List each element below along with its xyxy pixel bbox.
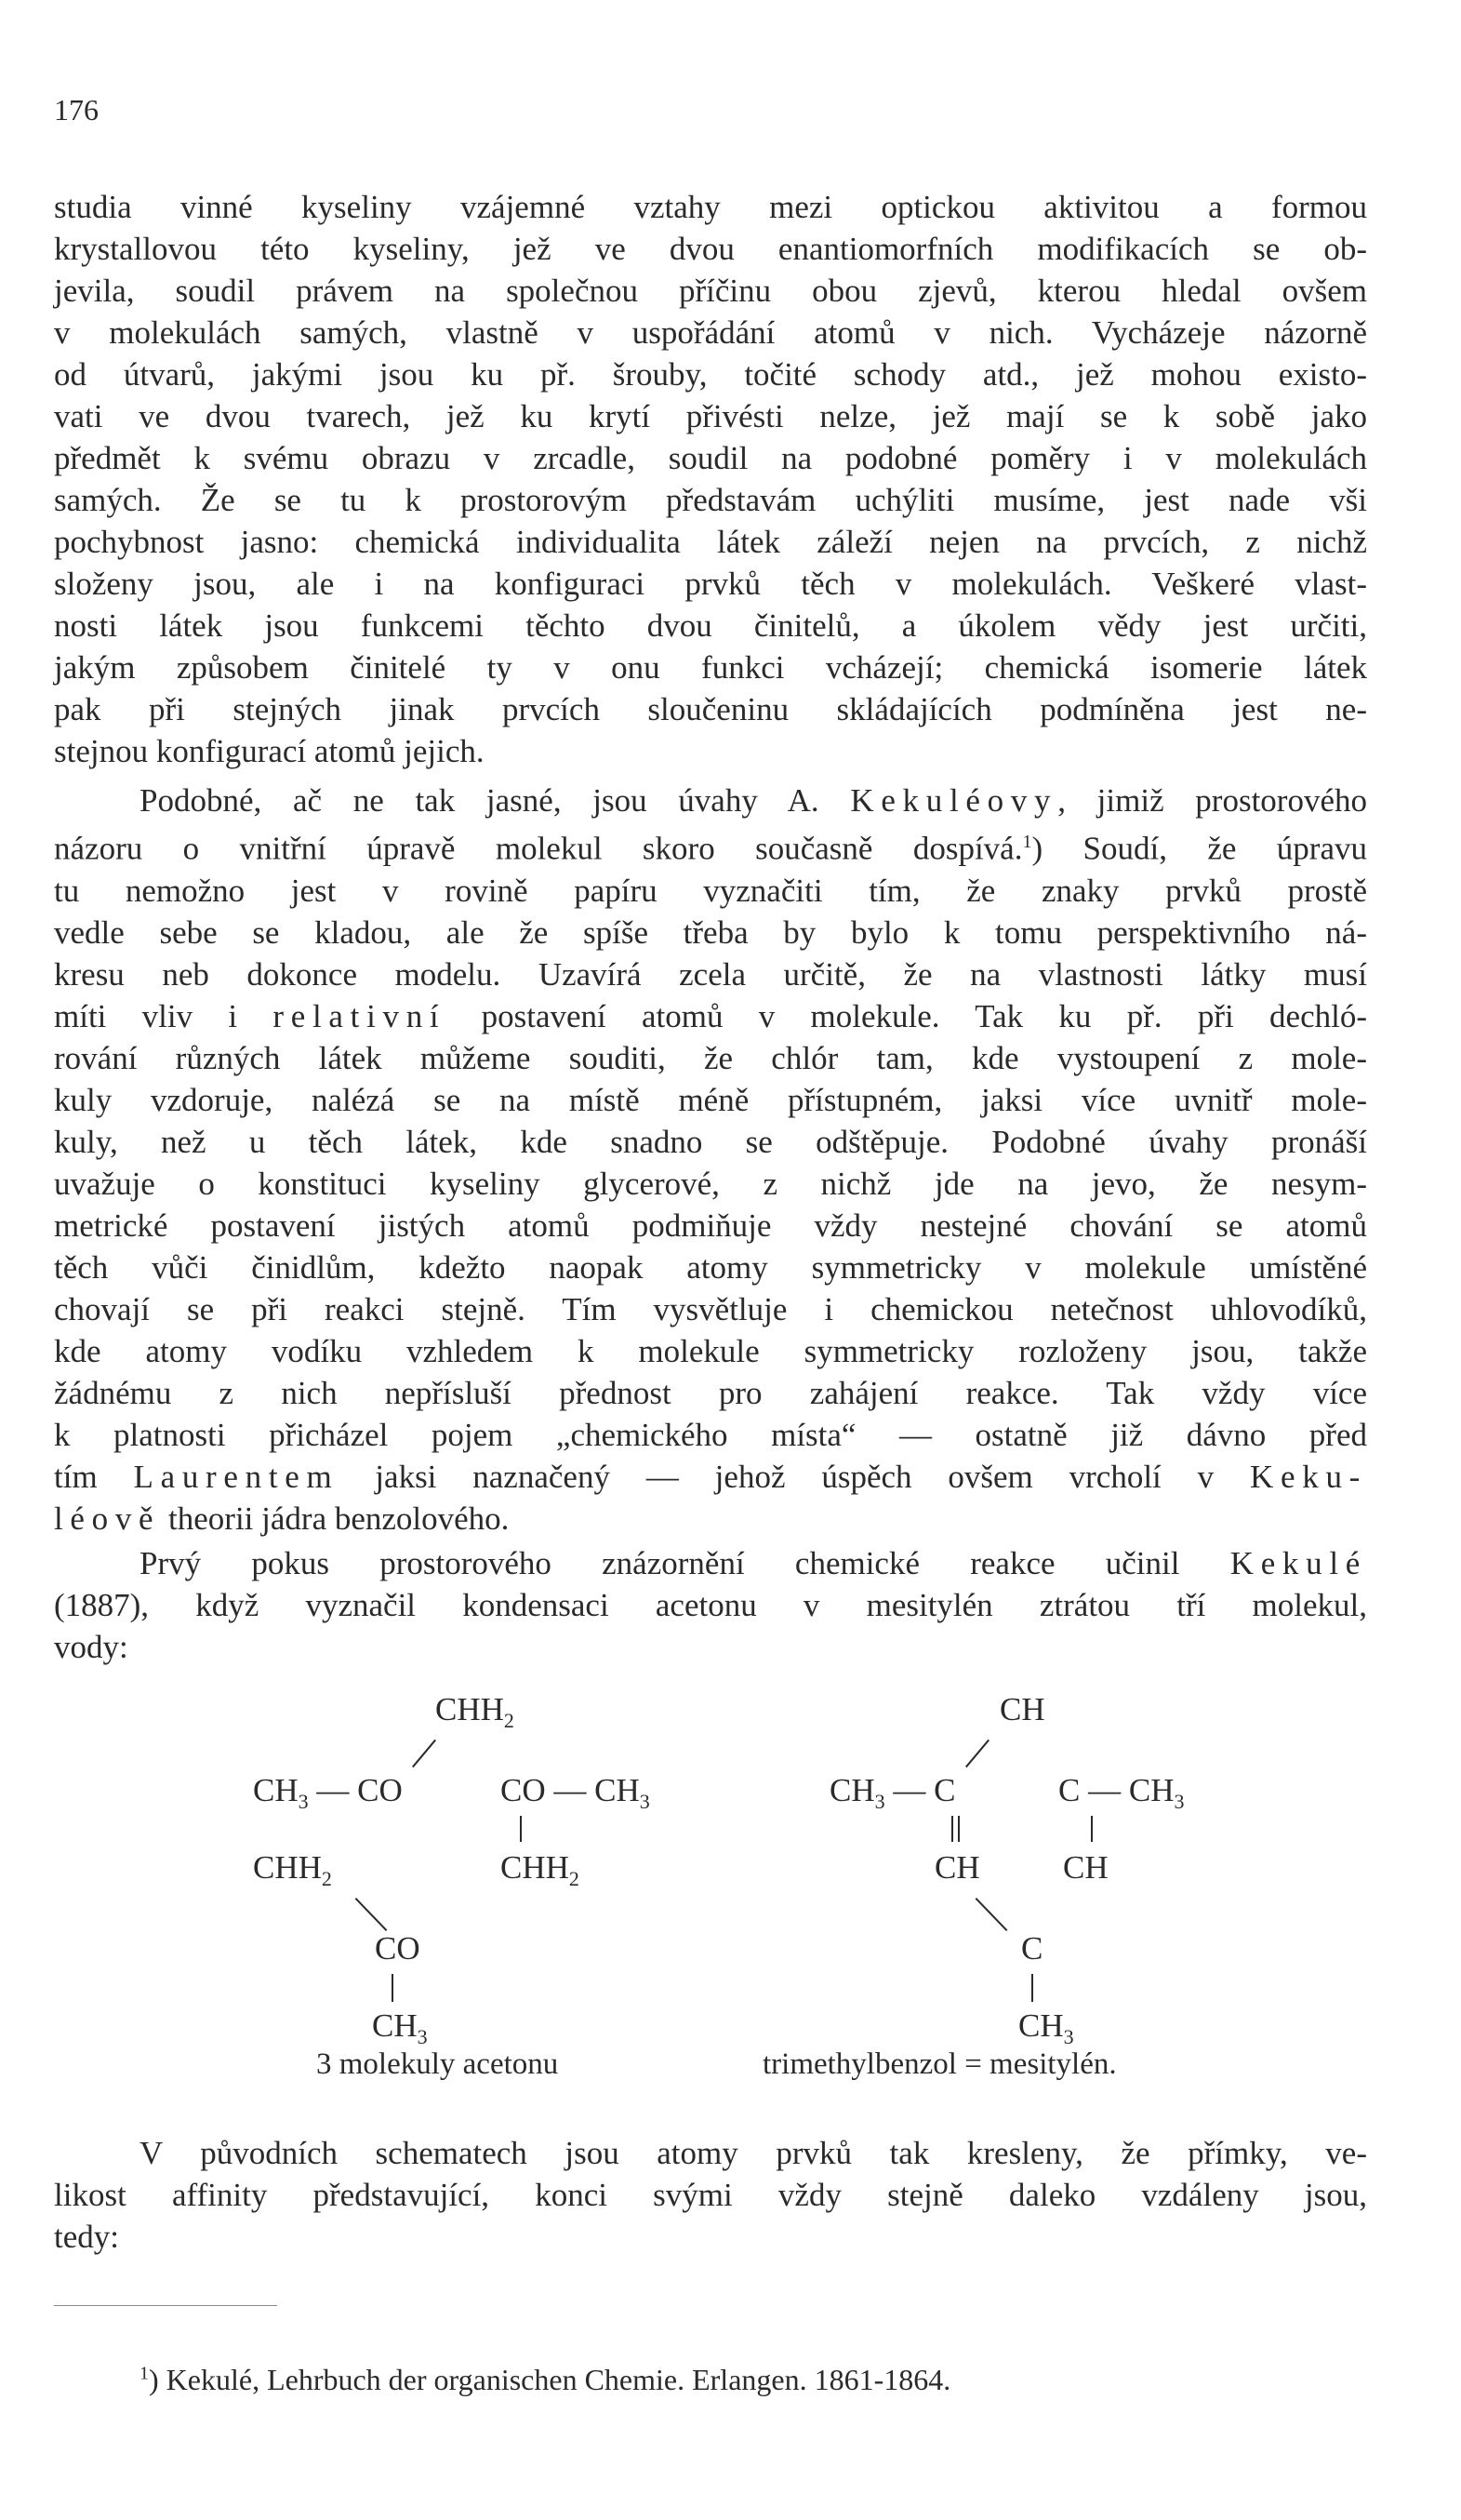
text-line: žádnému z nich nepřísluší přednost pro zahájení reakce. Tak vždy více [54, 1374, 1367, 1411]
paragraph-4 [54, 2132, 1367, 2258]
bond-line [1031, 1974, 1033, 2002]
text-line: studia vinné kyseliny vzájemné vztahy mezi optickou aktivitou a formou [54, 189, 1367, 225]
double-bond-line [951, 1816, 953, 1842]
author-name: Kekulé [1229, 1545, 1367, 1581]
footnote-mark: 1 [139, 2363, 149, 2384]
formula-row3-right: CH [1063, 1849, 1109, 1886]
text-line: tu nemožno jest v rovině papíru vyznačiti tím, že znaky prvků prostě [54, 872, 1367, 909]
author-name: Kekuléovy [850, 782, 1058, 819]
text-line: kresu neb dokonce modelu. Uzavírá zcela určitě, že na vlastnosti látky musí [54, 955, 1367, 993]
text-line: nosti látek jsou funkcemi těchto dvou činitelů, a úkolem vědy jest určiti, [54, 607, 1367, 644]
bond-line [355, 1898, 388, 1931]
text-line: kuly vzdoruje, nalézá se na místě méně přístupném, jaksi více uvnitř mole- [54, 1081, 1367, 1118]
text-line: jakým způsobem činitelé ty v onu funkci vcházejí; chemická isomerie látek [54, 649, 1367, 686]
formula-row2-right: C — $CH_3$ [1058, 1772, 1185, 1813]
formula-row3-left: CH [935, 1849, 980, 1886]
diagram-caption: trimethylbenzol = mesitylén. [763, 2047, 1117, 2081]
text-line: uvažuje o konstituci kyseliny glycerové, z nichž jde na jevo, že nesym- [54, 1165, 1367, 1202]
bond-line [412, 1740, 436, 1767]
author-name: Laurentem [133, 1458, 339, 1495]
bond-line [392, 1974, 393, 2002]
bond-line [965, 1740, 989, 1767]
text-line: vati ve dvou tvarech, jež ku krytí přivésti nelze, jež mají se k sobě jako [54, 398, 1367, 434]
text-line: samých. Že se tu k prostorovým představám uchýliti musíme, jest nade vši [54, 482, 1367, 518]
text-line: míti vliv i relativní postavení atomů v molekule. Tak ku př. při dechló- [54, 997, 1367, 1034]
text-line: chovají se při reakci stejně. Tím vysvětluje i chemickou netečnost uhlovodíků, [54, 1290, 1367, 1327]
emphasis: relativní [272, 997, 446, 1034]
formula-row2-right: CO — $CH_3$ [500, 1772, 650, 1813]
text-line: pochybnost jasno: chemická individualita látek záleží nejen na prvcích, z nichž [54, 524, 1367, 560]
text-line: V původních schematech jsou atomy prvků tak kresleny, že přímky, ve- [139, 2135, 1367, 2171]
page-number: 176 [54, 93, 99, 127]
text-line: Prvý pokus prostorového znázornění chemické reakce učinil Kekulé [139, 1545, 1367, 1581]
text-line: likost affinity představující, konci svými vždy stejně daleko vzdáleny jsou, [54, 2177, 1367, 2213]
formula-row2-left: $CH_3$ — C [830, 1772, 956, 1813]
text-line: těch vůči činidlům, kdežto naopak atomy symmetricky v molekule umístěné [54, 1248, 1367, 1286]
text-line: jevila, soudil právem na společnou příčinu obou zjevů, kterou hledal ovšem [54, 273, 1367, 309]
text-line: pak při stejných jinak prvcích sloučeninu skládajících podmíněna jest ne- [54, 691, 1367, 727]
paragraph-2 [54, 780, 1367, 1540]
formula-row4: C [1021, 1930, 1043, 1967]
bond-line [1091, 1816, 1093, 1842]
formula-row5: $CH_3$ [372, 2007, 428, 2048]
text-line: tedy: [54, 2219, 119, 2255]
paragraph-3 [54, 1542, 1367, 1668]
text-line: předmět k svému obrazu v zrcadle, soudil na podobné poměry i v molekulách [54, 440, 1367, 476]
text-line: Podobné, ač ne tak jasné, jsou úvahy A. Kekuléovy, jimiž prostorového [139, 782, 1367, 819]
formula-row3-right: $CHH_2$ [500, 1849, 579, 1890]
text-line: názoru o vnitřní úpravě molekul skoro současně dospívá.$^1$) Soudí, že úpravu [54, 830, 1367, 867]
text-line: kde atomy vodíku vzhledem k molekule symmetricky rozloženy jsou, takže [54, 1332, 1367, 1369]
author-name: Keku- [1250, 1458, 1367, 1495]
formula-row4: CO [375, 1930, 420, 1967]
double-bond-line [958, 1816, 960, 1842]
formula-row2-left: $CH_3$ — CO [253, 1772, 403, 1813]
footnote: $^1$) Kekulé, Lehrbuch der organischen Chemie. Erlangen. 1861-1864. [139, 2363, 951, 2396]
footnote-divider [54, 2305, 277, 2306]
text-line: složeny jsou, ale i na konfiguraci prvků těch v molekulách. Veškeré vlast- [54, 566, 1367, 602]
text-line: krystallovou této kyseliny, jež ve dvou enantiomorfních modifikacích se ob- [54, 231, 1367, 267]
formula-top: CH [1000, 1691, 1045, 1727]
author-name: léově [54, 1500, 161, 1537]
text-line: tím Laurentem jaksi naznačený — jehož úspěch ovšem vrcholí v Keku- [54, 1458, 1367, 1495]
bond-line [976, 1898, 1008, 1931]
paragraph-1 [54, 186, 1367, 772]
text-line: vody: [54, 1629, 128, 1665]
text-line: léově theorii jádra benzolového. [54, 1500, 510, 1537]
footnote-ref: 1 [1022, 832, 1032, 852]
text-line: od útvarů, jakými jsou ku př. šrouby, točité schody atd., jež mohou existo- [54, 356, 1367, 393]
text-line: kuly, než u těch látek, kde snadno se odštěpuje. Podobné úvahy pronáší [54, 1123, 1367, 1160]
text-line: (1887), když vyznačil kondensaci acetonu v mesitylén ztrátou tří molekul, [54, 1587, 1367, 1623]
diagram-caption: 3 molekuly acetonu [316, 2047, 559, 2081]
text-line: k platnosti přicházel pojem „chemického místa“ — ostatně již dávno před [54, 1416, 1367, 1453]
text-line: vedle sebe se kladou, ale že spíše třeba by bylo k tomu perspektivního ná- [54, 913, 1367, 951]
bond-line [520, 1816, 522, 1842]
formula-row5: $CH_3$ [1018, 2007, 1074, 2048]
text-line: stejnou konfigurací atomů jejich. [54, 733, 485, 769]
text-line: v molekulách samých, vlastně v uspořádání atomů v nich. Vycházeje názorně [54, 314, 1367, 351]
text-line: metrické postavení jistých atomů podmiňuje vždy nestejné chování se atomů [54, 1207, 1367, 1244]
formula-top: $CHH_2$ [435, 1691, 514, 1732]
text-line: rování různých látek můžeme souditi, že chlór tam, kde vystoupení z mole- [54, 1039, 1367, 1076]
formula-row3-left: $CHH_2$ [253, 1849, 332, 1890]
